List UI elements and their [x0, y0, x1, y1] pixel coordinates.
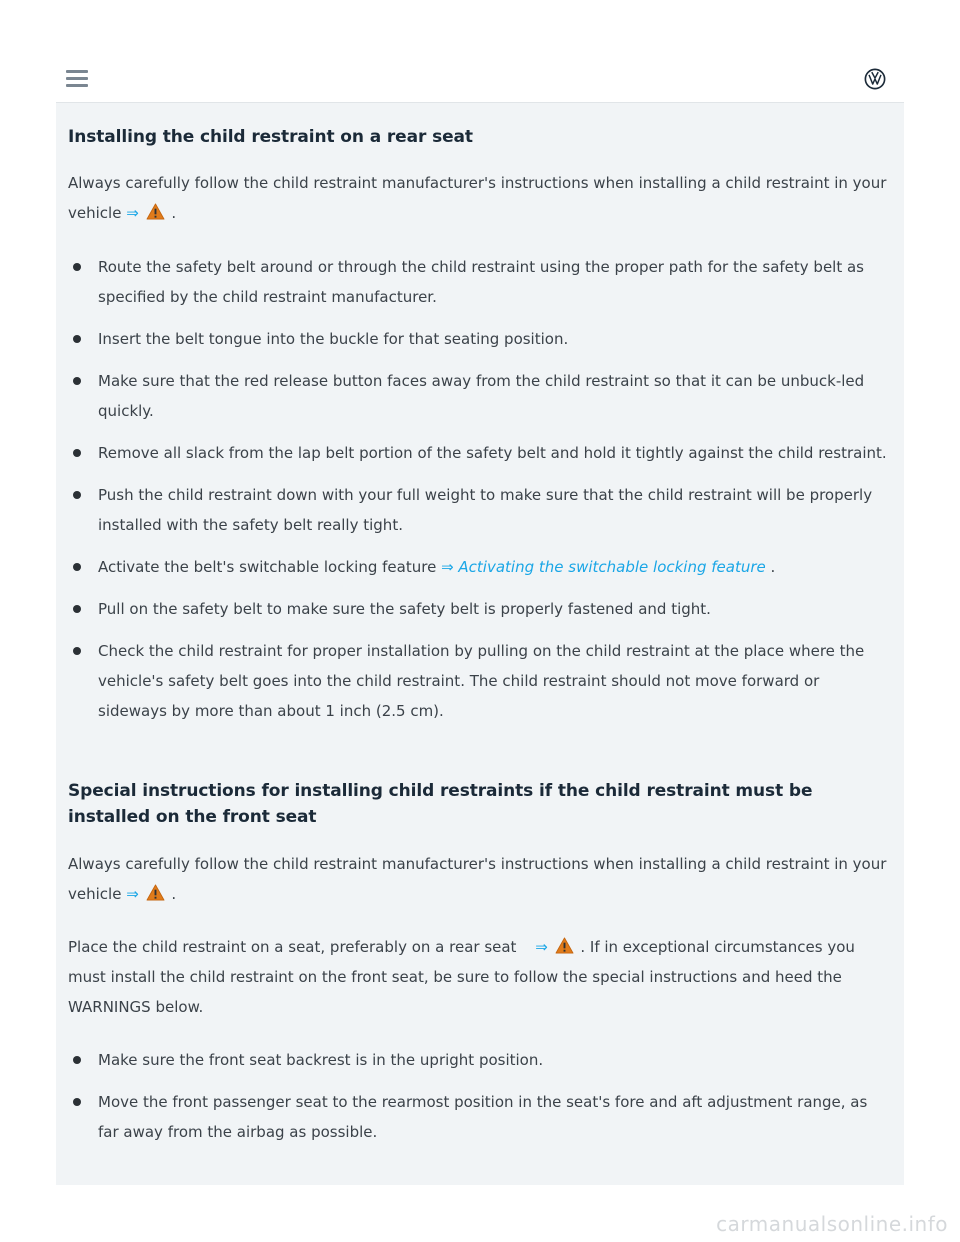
section2-intro-text: Always carefully follow the child restraint manufacturer's instructions when installing a child restraint in your vehicle — [68, 855, 887, 903]
section2-para-start: Place the child restraint on a seat, preferably on a rear seat — [68, 938, 517, 956]
section2-bullet-list — [68, 1045, 890, 1147]
warning-triangle-icon[interactable] — [555, 937, 574, 954]
section1-intro-arrow[interactable]: ⇒ — [126, 204, 139, 222]
section1-intro-end: . — [171, 204, 177, 222]
content-panel — [56, 103, 904, 1185]
warning-triangle-icon[interactable] — [146, 203, 165, 220]
list-item: Push the child restraint down with your full weight to make sure that the child restraint will be properly installed with the safety belt really tight. — [68, 480, 890, 540]
list-item: Insert the belt tongue into the buckle for that seating position. — [68, 324, 890, 354]
bullet6-text: Activate the belt's switchable locking feature — [98, 558, 437, 576]
list-item-link — [68, 552, 890, 582]
section2-intro — [68, 849, 890, 909]
bullet6-end: . — [770, 558, 776, 576]
section1-title: Installing the child restraint on a rear seat — [68, 127, 473, 147]
list-item: Check the child restraint for proper installation by pulling on the child restraint at the place where the vehicle's safety belt goes into the child restraint. The child restraint should not move forward or sideways by more than about 1 inch (2.5 cm). — [68, 636, 890, 726]
vw-logo-icon[interactable] — [864, 68, 886, 90]
section1-bullet-list — [68, 252, 890, 726]
list-item: Route the safety belt around or through the child restraint using the proper path for the safety belt as specified by the child restraint manufacturer. — [68, 252, 890, 312]
section2-intro-end: . — [171, 885, 177, 903]
section2-intro-arrow[interactable]: ⇒ — [126, 885, 139, 903]
top-bar — [56, 56, 904, 103]
list-item: Pull on the safety belt to make sure the safety belt is properly fastened and tight. — [68, 594, 890, 624]
section2-title: Special instructions for installing child restraints if the child restraint must be installed on the front seat — [68, 781, 813, 827]
warning-triangle-icon[interactable] — [146, 884, 165, 901]
hamburger-menu-icon[interactable] — [66, 70, 88, 88]
watermark: carmanualsonline.info — [716, 1212, 948, 1236]
list-item: Remove all slack from the lap belt portion of the safety belt and hold it tightly against the child restraint. — [68, 438, 890, 468]
section2-para-arrow[interactable]: ⇒ — [535, 938, 548, 956]
section1-intro — [68, 168, 890, 228]
list-item: Make sure that the red release button faces away from the child restraint so that it can be unbuck-led quickly. — [68, 366, 890, 426]
list-item: Move the front passenger seat to the rearmost position in the seat's fore and aft adjustment range, as far away from the airbag as possible. — [68, 1087, 890, 1147]
activating-locking-feature-link[interactable]: ⇒ Activating the switchable locking feature — [441, 558, 766, 576]
list-item: Make sure the front seat backrest is in the upright position. — [68, 1045, 890, 1075]
section1-intro-text: Always carefully follow the child restraint manufacturer's instructions when installing a child restraint in your vehicle — [68, 174, 887, 222]
section2-paragraph — [68, 932, 890, 1022]
section2-para-end: . If in exceptional circumstances you must install the child restraint on the front seat, be sure to follow the special instructions and heed the WARNINGS below. — [68, 938, 855, 1016]
